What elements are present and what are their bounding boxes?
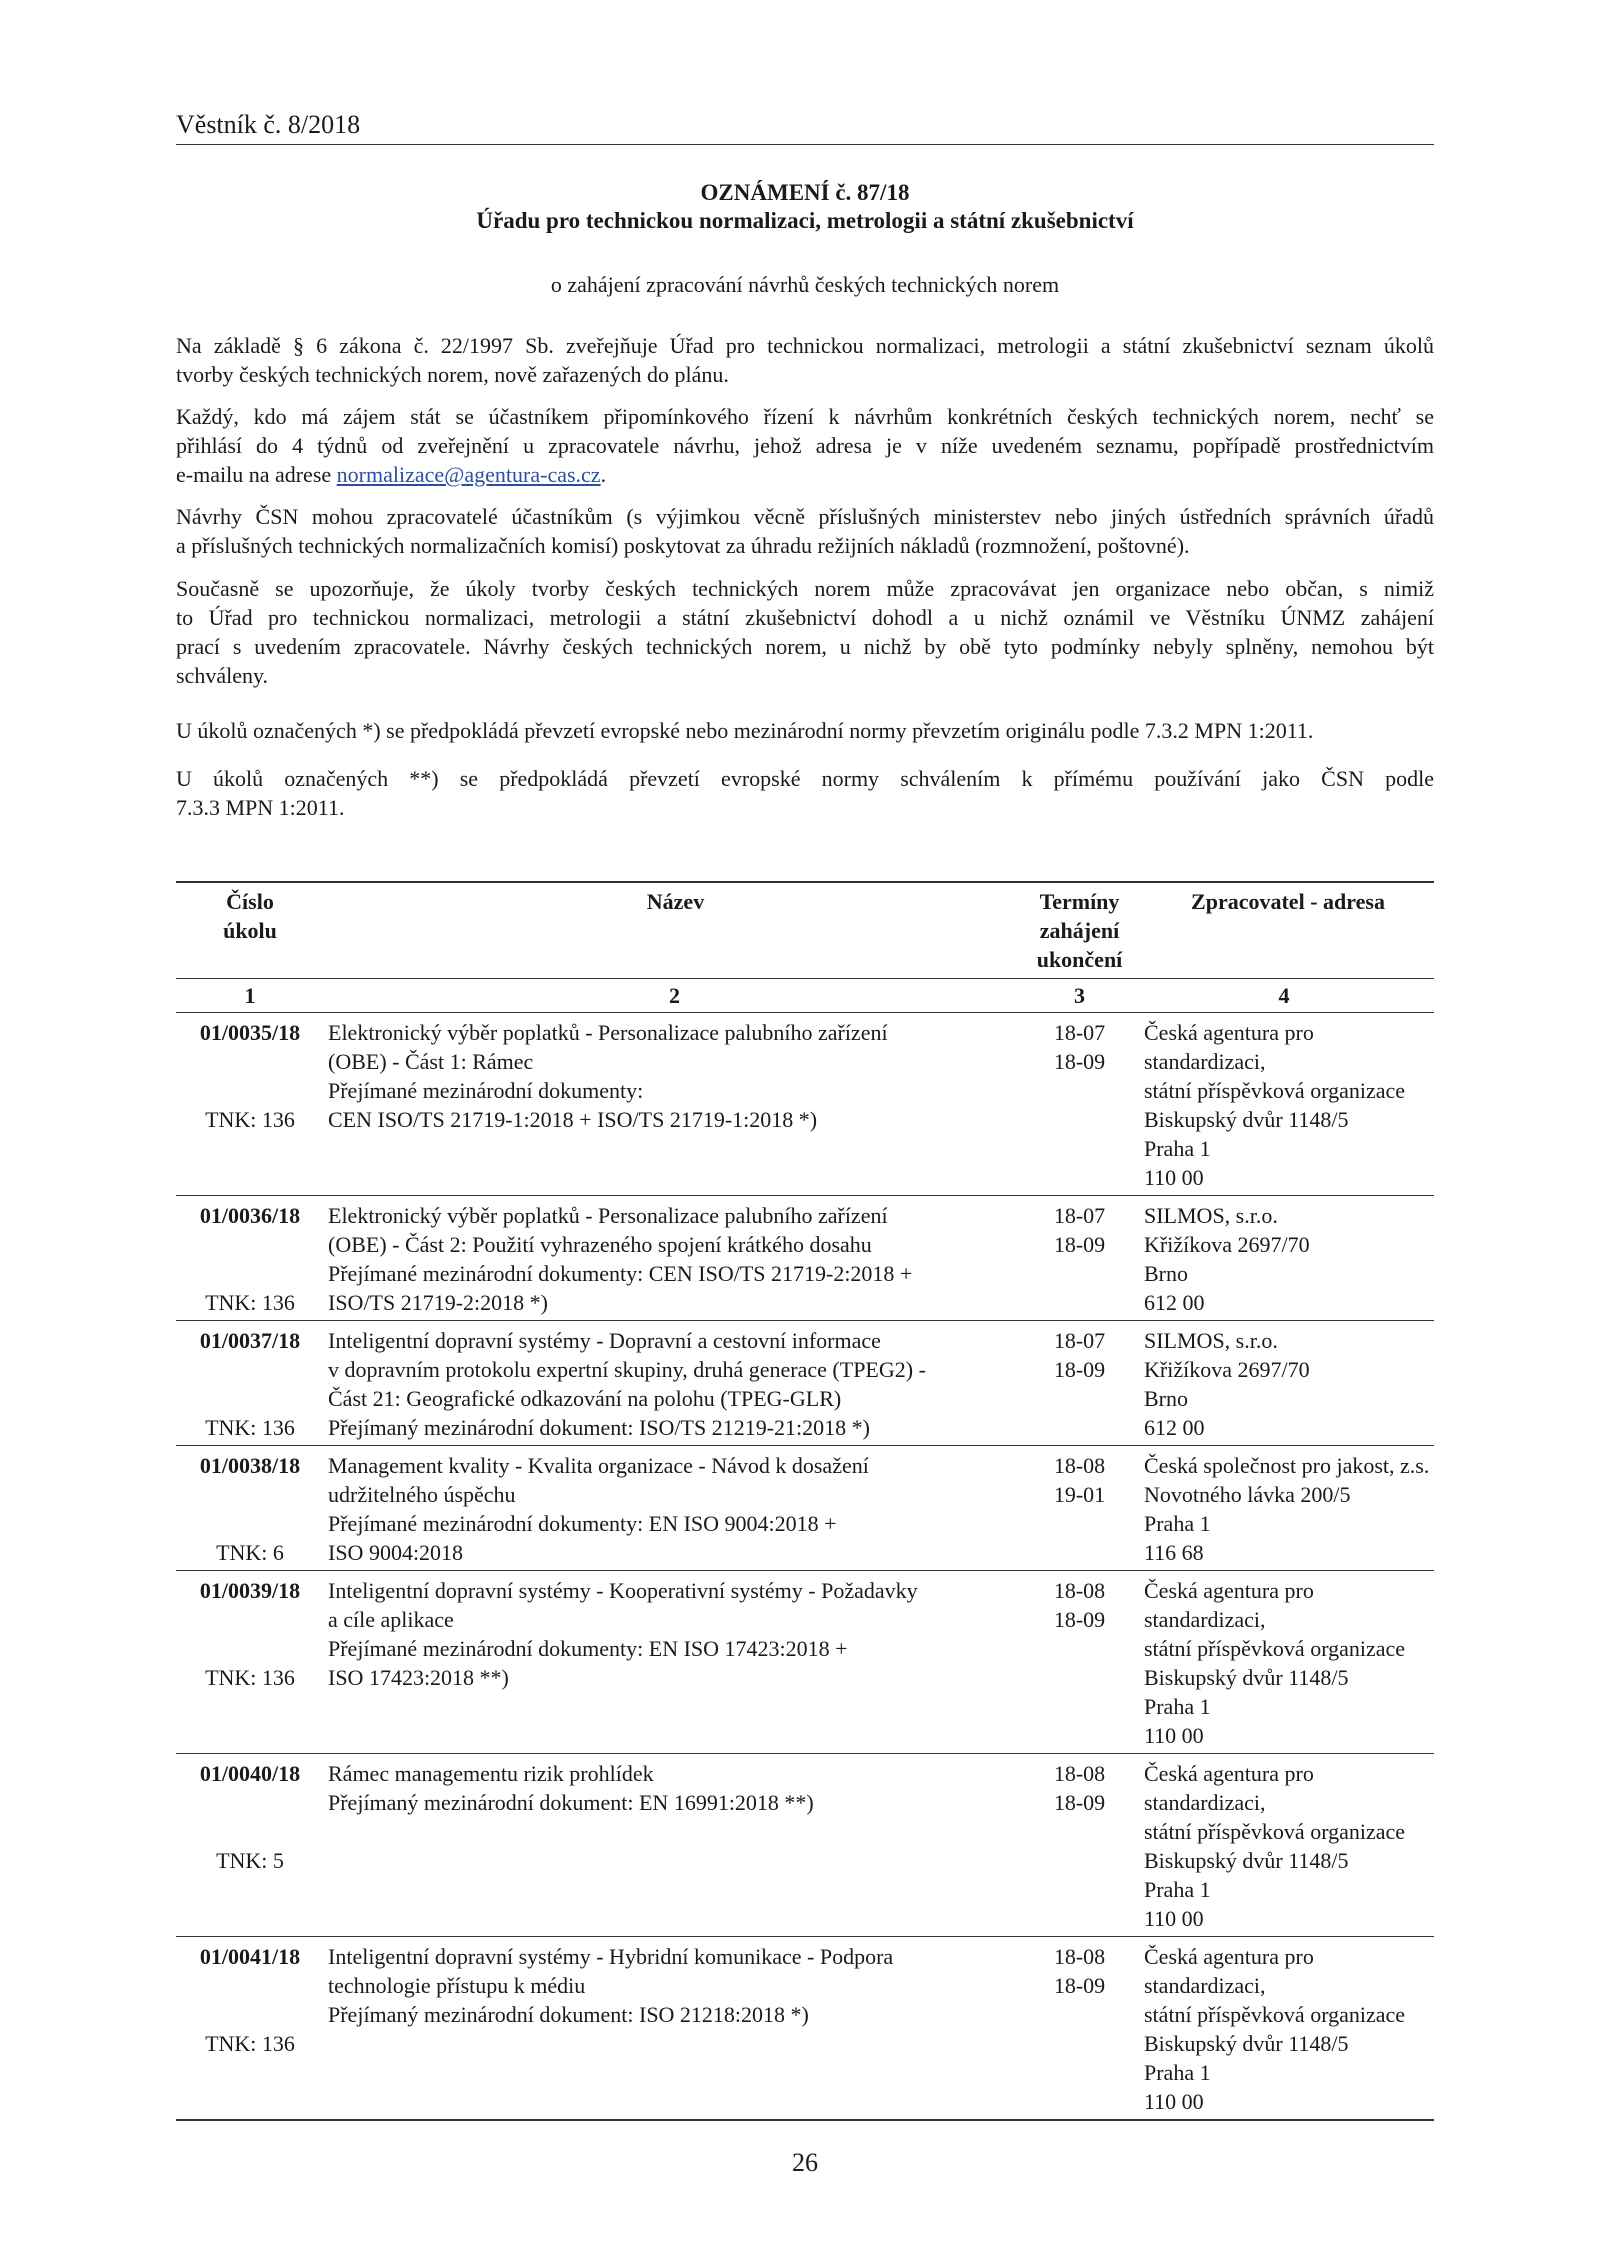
cell-line: Elektronický výběr poplatků - Personalizace palubního zařízení [328,1020,888,1045]
cell-line: Praha 1 [1144,1694,1211,1719]
task-number: 01/0040/18 [199,1761,301,1786]
cell-line: Management kvality - Kvalita organizace - Návod k dosažení [328,1453,869,1478]
cell-line: 18-09 [1053,1232,1106,1257]
cell-line: Přejímané mezinárodní dokumenty: [328,1078,644,1103]
cell-line: udržitelného úspěchu [328,1482,516,1507]
cell-line: 19-01 [1053,1482,1106,1507]
cell-line: Biskupský dvůr 1148/5 [1144,2031,1349,2056]
cell-line: Přejímaný mezinárodní dokument: ISO 21218:2018 *) [328,2002,809,2027]
cell-line: 18-08 [1053,1944,1106,1969]
journal-header: Věstník č. 8/2018 [176,108,1434,145]
text-fragment: e-mailu na adrese [176,462,337,487]
page-number: 26 [792,2148,818,2177]
header-task-number: Číslo úkolu [176,882,324,979]
task-terms-cell [1025,1754,1134,1937]
cell-line: 18-09 [1053,1607,1106,1632]
table-row [176,1321,1434,1446]
cell-line: 18-08 [1053,1761,1106,1786]
text-line: Každý, kdo má zájem stát se účastníkem připomínkového řízení k návrhům konkrétních českých technických norem, nechť se [176,404,1434,429]
email-link[interactable]: normalizace@agentura-cas.cz [336,462,601,487]
cell-line: Česká agentura pro standardizaci, [1144,1761,1314,1815]
cell-line: (OBE) - Část 1: Rámec [328,1049,534,1074]
task-name-cell [324,1446,1025,1571]
cell-line: Inteligentní dopravní systémy - Dopravní a cestovní informace [328,1328,881,1353]
processor-address-cell [1134,1446,1434,1571]
task-number: 01/0038/18 [199,1453,301,1478]
cell-line: Biskupský dvůr 1148/5 [1144,1848,1349,1873]
committee-number: TNK: 136 [205,1415,295,1440]
paragraph-note-single-asterisk [176,716,1434,745]
cell-line: 110 00 [1144,1723,1204,1748]
cell-line: ISO/TS 21719-2:2018 *) [328,1290,548,1315]
column-number: 3 [1025,979,1134,1013]
header-processor-address: Zpracovatel - adresa [1134,882,1434,979]
cell-line: 110 00 [1144,1165,1204,1190]
task-number: 01/0035/18 [199,1020,301,1045]
column-number-row [176,979,1434,1013]
announcement-number: OZNÁMENÍ č. 87/18 [700,180,910,205]
text-line [176,460,1434,489]
cell-line: Křižíkova 2697/70 [1144,1357,1310,1382]
task-number-cell [176,1937,324,2121]
header-terms: Termíny zahájení ukončení [1025,882,1134,979]
column-number: 2 [324,979,1025,1013]
committee-number: TNK: 5 [216,1848,284,1873]
task-number: 01/0041/18 [199,1944,301,1969]
cell-line: 110 00 [1144,1906,1204,1931]
cell-line: Elektronický výběr poplatků - Personalizace palubního zařízení [328,1203,888,1228]
paragraph-participation [176,402,1434,489]
text-line: U úkolů označených **) se předpokládá převzetí evropské normy schválením k přímému používání jako ČSN podle [176,766,1434,791]
cell-line: státní příspěvková organizace [1144,1636,1406,1661]
cell-line: ISO 17423:2018 **) [328,1665,509,1690]
processor-address-cell [1134,1013,1434,1196]
cell-line: 18-09 [1053,1973,1106,1998]
paragraph-processing-notice [176,574,1434,690]
text-line: tvorby českých technických norem, nově zařazených do plánu. [176,362,729,387]
cell-line: Česká agentura pro standardizaci, [1144,1020,1314,1074]
cell-line: 18-08 [1053,1578,1106,1603]
column-number: 4 [1134,979,1434,1013]
cell-line: Inteligentní dopravní systémy - Kooperativní systémy - Požadavky [328,1578,918,1603]
text-line: Návrhy ČSN mohou zpracovatelé účastníkům (s výjimkou věcně příslušných ministerstev nebo jiných ústředních správních úřadů [176,504,1434,529]
cell-line: Přejímané mezinárodní dokumenty: CEN ISO/TS 21719-2:2018 + [328,1261,913,1286]
processor-address-cell [1134,1571,1434,1754]
cell-line: Česká agentura pro standardizaci, [1144,1944,1314,1998]
cell-line: Křižíkova 2697/70 [1144,1232,1310,1257]
column-number: 1 [176,979,324,1013]
header-name: Název [324,882,1025,979]
committee-number: TNK: 136 [205,1290,295,1315]
committee-number: TNK: 136 [205,1665,295,1690]
text-line: to Úřad pro technickou normalizaci, metrologii a státní zkušebnictví dohodl a u nichž oznámil ve Věstníku ÚNMZ zahájení [176,605,1434,630]
table-row [176,1754,1434,1937]
text-line: 7.3.3 MPN 1:2011. [176,795,345,820]
committee-number: TNK: 136 [205,2031,295,2056]
task-name-cell [324,1937,1025,2121]
cell-line: Praha 1 [1144,1136,1211,1161]
paragraph-legal-basis [176,331,1434,389]
paragraph-drafts-fee [176,502,1434,560]
cell-line: 18-07 [1053,1203,1106,1228]
text-line: a příslušných technických normalizačních komisí) poskytovat za úhradu režijních nákladů (rozmnožení, poštovné). [176,533,1190,558]
task-terms-cell [1025,1937,1134,2121]
committee-number: TNK: 6 [216,1540,284,1565]
cell-line: Část 21: Geografické odkazování na polohu (TPEG-GLR) [328,1386,842,1411]
task-number-cell [176,1446,324,1571]
cell-line: Česká společnost pro jakost, z.s. [1144,1453,1430,1478]
cell-line: Brno [1144,1386,1188,1411]
text-line: U úkolů označených *) se předpokládá převzetí evropské nebo mezinárodní normy převzetím originálu podle 7.3.2 MPN 1:2011. [176,718,1314,743]
cell-line: SILMOS, s.r.o. [1144,1203,1278,1228]
processor-address-cell [1134,1937,1434,2121]
cell-line: a cíle aplikace [328,1607,454,1632]
cell-line: Přejímané mezinárodní dokumenty: EN ISO 17423:2018 + [328,1636,848,1661]
processor-address-cell [1134,1321,1434,1446]
cell-line: státní příspěvková organizace [1144,1819,1406,1844]
table-row [176,1937,1434,2121]
text-line: Na základě § 6 zákona č. 22/1997 Sb. zveřejňuje Úřad pro technickou normalizaci, metrologii a státní zkušebnictví seznam úkolů [176,333,1434,358]
cell-line: 18-07 [1053,1328,1106,1353]
cell-line: 18-09 [1053,1357,1106,1382]
cell-line: Biskupský dvůr 1148/5 [1144,1665,1349,1690]
tasks-table [176,881,1434,2121]
task-terms-cell [1025,1013,1134,1196]
cell-line: Biskupský dvůr 1148/5 [1144,1107,1349,1132]
cell-line: Brno [1144,1261,1188,1286]
text-line: Současně se upozorňuje, že úkoly tvorby českých technických norem může zpracovávat jen organizace nebo občan, s nimiž [176,576,1434,601]
issuing-office: Úřadu pro technickou normalizaci, metrologii a státní zkušebnictví [476,208,1134,233]
announcement-subject: o zahájení zpracování návrhů českých technických norem [550,272,1060,297]
task-number: 01/0037/18 [199,1328,301,1353]
task-number: 01/0039/18 [199,1578,301,1603]
cell-line: 110 00 [1144,2089,1204,2114]
task-number-cell [176,1196,324,1321]
cell-line: 18-07 [1053,1020,1106,1045]
table-row [176,1013,1434,1196]
processor-address-cell [1134,1754,1434,1937]
task-name-cell [324,1571,1025,1754]
task-name-cell [324,1321,1025,1446]
cell-line: Přejímaný mezinárodní dokument: EN 16991:2018 **) [328,1790,814,1815]
cell-line: Rámec managementu rizik prohlídek [328,1761,654,1786]
table-row [176,1446,1434,1571]
task-name-cell [324,1013,1025,1196]
cell-line: technologie přístupu k médiu [328,1973,586,1998]
table-row [176,1571,1434,1754]
text-line: prací s uvedením zpracovatele. Návrhy českých technických norem, u nichž by obě tyto podmínky nebyly splněny, nemohou být [176,634,1434,659]
cell-line: Novotného lávka 200/5 [1144,1482,1351,1507]
text-line: přihlásí do 4 týdnů od zveřejnění u zpracovatele návrhu, jehož adresa je v níže uvedeném seznamu, popřípadě prostřednictvím [176,433,1434,458]
cell-line: 612 00 [1144,1290,1205,1315]
task-number-cell [176,1754,324,1937]
cell-line: 612 00 [1144,1415,1205,1440]
task-number-cell [176,1013,324,1196]
cell-line: Praha 1 [1144,2060,1211,2085]
task-terms-cell [1025,1571,1134,1754]
task-terms-cell [1025,1446,1134,1571]
task-terms-cell [1025,1321,1134,1446]
cell-line: ISO 9004:2018 [328,1540,464,1565]
table-body [176,1013,1434,2121]
processor-address-cell [1134,1196,1434,1321]
table-header-row [176,882,1434,979]
task-name-cell [324,1196,1025,1321]
committee-number: TNK: 136 [205,1107,295,1132]
cell-line: 18-09 [1053,1790,1106,1815]
task-number-cell [176,1321,324,1446]
cell-line: 18-08 [1053,1453,1106,1478]
text-line: schváleny. [176,663,269,688]
cell-line: 18-09 [1053,1049,1106,1074]
cell-line: Česká agentura pro standardizaci, [1144,1578,1314,1632]
task-number: 01/0036/18 [199,1203,301,1228]
task-number-cell [176,1571,324,1754]
table-row [176,1196,1434,1321]
task-terms-cell [1025,1196,1134,1321]
text-fragment: . [600,462,607,487]
cell-line: SILMOS, s.r.o. [1144,1328,1278,1353]
cell-line: CEN ISO/TS 21719-1:2018 + ISO/TS 21719-1:2018 *) [328,1107,818,1132]
cell-line: v dopravním protokolu expertní skupiny, druhá generace (TPEG2) - [328,1357,926,1382]
cell-line: Přejímaný mezinárodní dokument: ISO/TS 21219-21:2018 *) [328,1415,870,1440]
cell-line: státní příspěvková organizace [1144,1078,1406,1103]
cell-line: Přejímané mezinárodní dokumenty: EN ISO 9004:2018 + [328,1511,837,1536]
cell-line: státní příspěvková organizace [1144,2002,1406,2027]
task-name-cell [324,1754,1025,1937]
cell-line: (OBE) - Část 2: Použití vyhrazeného spojení krátkého dosahu [328,1232,872,1257]
cell-line: Praha 1 [1144,1877,1211,1902]
cell-line: 116 68 [1144,1540,1204,1565]
cell-line: Inteligentní dopravní systémy - Hybridní komunikace - Podpora [328,1944,894,1969]
paragraph-note-double-asterisk [176,764,1434,822]
cell-line: Praha 1 [1144,1511,1211,1536]
